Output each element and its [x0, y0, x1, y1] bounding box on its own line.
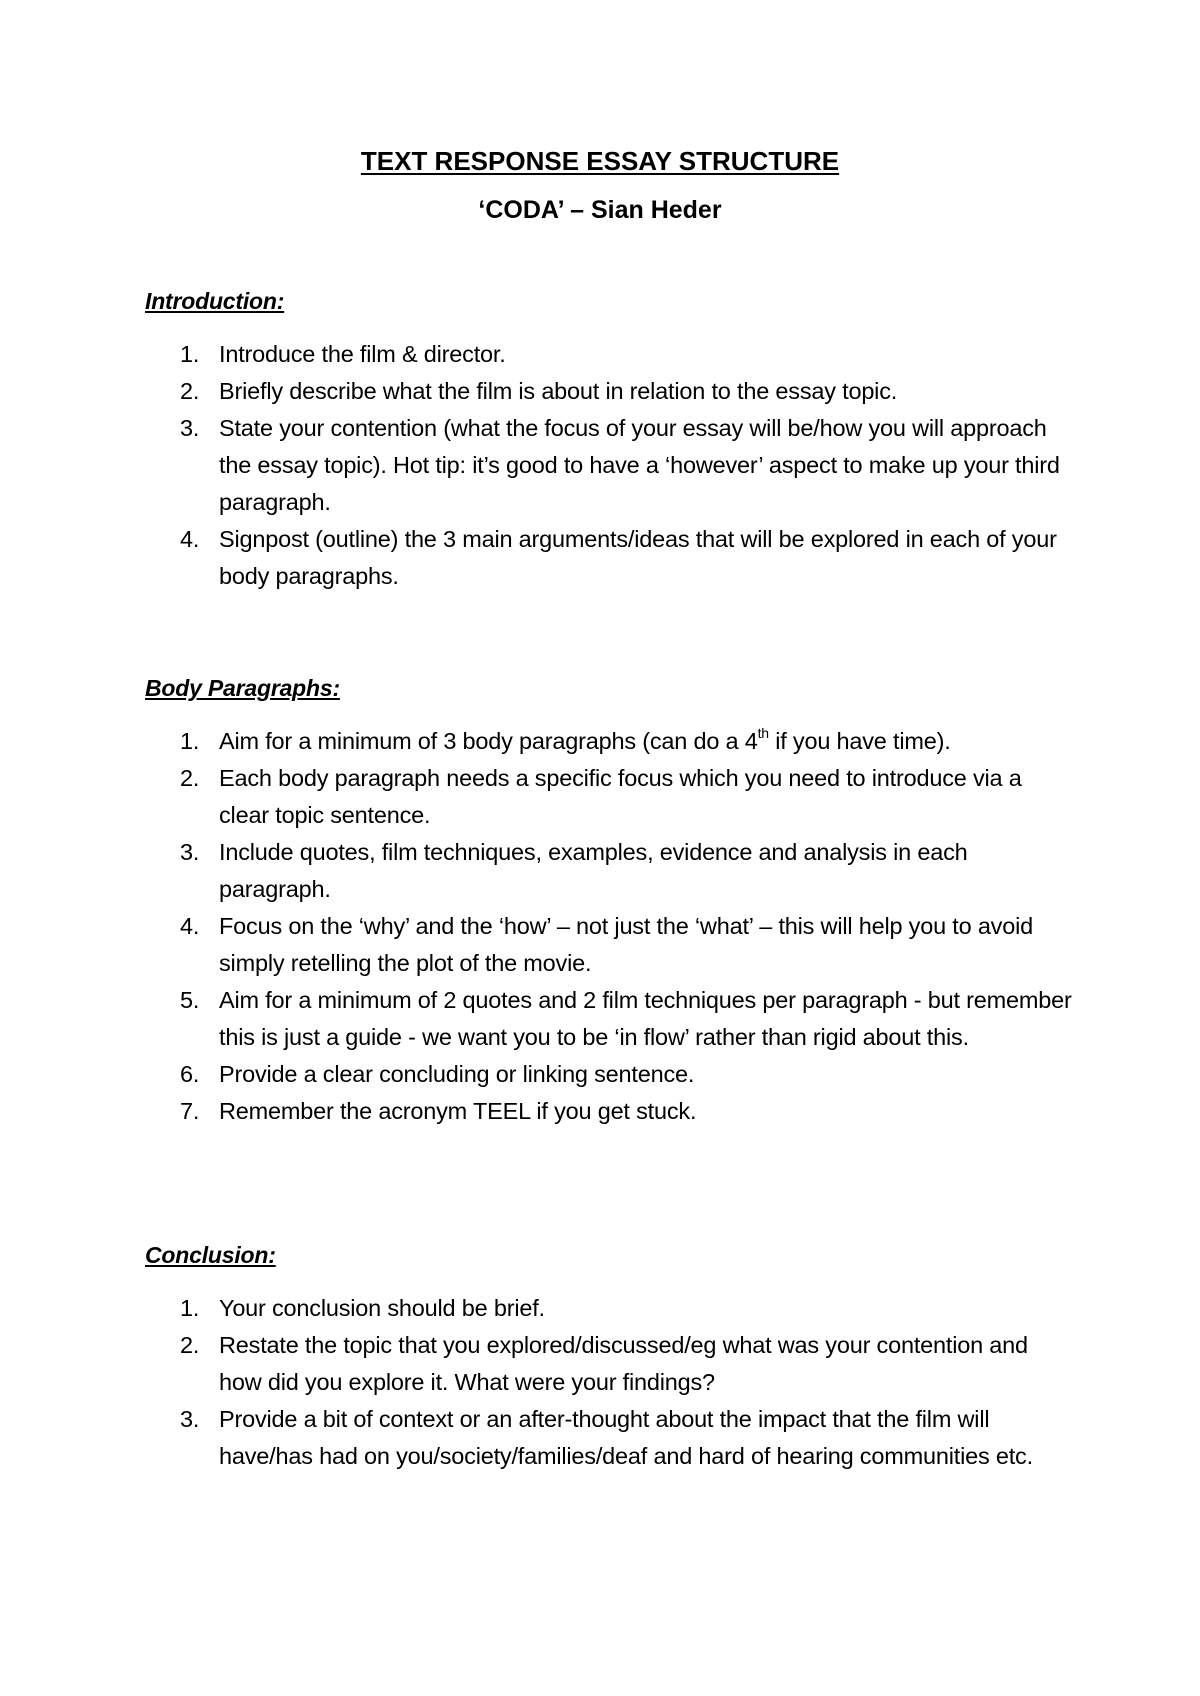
introduction-heading: Introduction:: [145, 288, 285, 314]
list-number: 1.: [180, 341, 200, 367]
list-item: [145, 908, 1075, 982]
list-number: 3.: [180, 415, 200, 441]
document-title: TEXT RESPONSE ESSAY STRUCTURE: [360, 146, 840, 176]
list-item-text: Provide a clear concluding or linking sentence.: [219, 1061, 695, 1087]
list-item: [145, 336, 1075, 373]
list-item: [145, 1327, 1075, 1401]
superscript: th: [757, 725, 769, 742]
list-item-text: if you have time).: [768, 728, 951, 754]
introduction-section: [145, 283, 1075, 595]
body-paragraphs-heading: Body Paragraphs:: [145, 675, 340, 701]
list-item-text: Introduce the film & director.: [219, 341, 506, 367]
list-item: [145, 760, 1075, 834]
conclusion-heading: Conclusion:: [145, 1242, 276, 1268]
list-number: 2.: [180, 378, 200, 404]
list-item-text: Aim for a minimum of 3 body paragraphs (can do a 4: [219, 728, 758, 754]
body-paragraphs-section: [145, 670, 1075, 1130]
list-item-text: Provide a bit of context or an after-thought about the impact that the film will have/has had on you/society/families/deaf and hard of hearing communities etc.: [219, 1406, 1033, 1469]
list-number: 3.: [180, 839, 200, 865]
list-item: [145, 723, 1075, 760]
list-item: [145, 982, 1075, 1056]
list-number: 3.: [180, 1406, 200, 1432]
list-item-text: Restate the topic that you explored/discussed/eg what was your contention and how did you explore it. What were your findings?: [219, 1332, 1028, 1395]
conclusion-section: [145, 1237, 1075, 1475]
list-number: 2.: [180, 1332, 200, 1358]
list-item: [145, 1056, 1075, 1093]
list-item: [145, 521, 1075, 595]
list-item-text: State your contention (what the focus of your essay will be/how you will approach the essay topic). Hot tip: it’s good to have a ‘however’ aspect to make up your third paragraph.: [219, 415, 1060, 515]
list-item-text: Focus on the ‘why’ and the ‘how’ – not just the ‘what’ – this will help you to avoid simply retelling the plot of the movie.: [219, 913, 1033, 976]
list-item-text: Your conclusion should be brief.: [219, 1295, 545, 1321]
list-item: [145, 1290, 1075, 1327]
list-item: [145, 373, 1075, 410]
list-number: 2.: [180, 765, 200, 791]
list-item-text: Aim for a minimum of 2 quotes and 2 film techniques per paragraph - but remember this is just a guide - we want you to be ‘in flow’ rather than rigid about this.: [219, 987, 1072, 1050]
list-number: 4.: [180, 526, 200, 552]
list-number: 1.: [180, 728, 200, 754]
list-item-text: Remember the acronym TEEL if you get stuck.: [219, 1098, 697, 1124]
list-number: 4.: [180, 913, 200, 939]
list-item-text: Briefly describe what the film is about in relation to the essay topic.: [219, 378, 898, 404]
list-item: [145, 1401, 1075, 1475]
list-item-text: Each body paragraph needs a specific focus which you need to introduce via a clear topic sentence.: [219, 765, 1022, 828]
list-number: 6.: [180, 1061, 200, 1087]
list-number: 5.: [180, 987, 200, 1013]
body-paragraphs-list: [145, 723, 1075, 1130]
list-item-text: Include quotes, film techniques, examples, evidence and analysis in each paragraph.: [219, 839, 968, 902]
list-item: [145, 1093, 1075, 1130]
list-item-text: Signpost (outline) the 3 main arguments/ideas that will be explored in each of your body paragraphs.: [219, 526, 1057, 589]
document-subtitle: ‘CODA’ – Sian Heder: [478, 196, 722, 224]
list-item: [145, 834, 1075, 908]
introduction-list: [145, 336, 1075, 595]
list-item: [145, 410, 1075, 521]
list-number: 1.: [180, 1295, 200, 1321]
list-number: 7.: [180, 1098, 200, 1124]
conclusion-list: [145, 1290, 1075, 1475]
